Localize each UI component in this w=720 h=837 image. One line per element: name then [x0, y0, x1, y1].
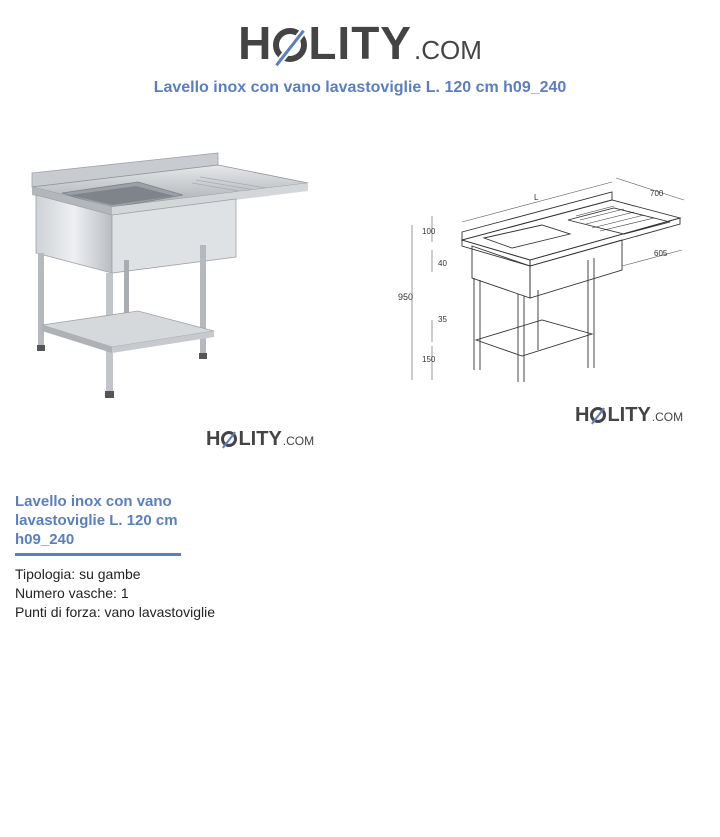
product-specs	[15, 565, 215, 622]
product-title: Lavello inox con vano lavastoviglie L. 120 cm h09_240	[15, 493, 178, 548]
title-divider	[15, 553, 181, 556]
drawing-watermark-logo	[575, 404, 683, 427]
dim-length: L	[534, 193, 539, 202]
photo-watermark-logo	[206, 428, 314, 451]
spec-strengths: Punti di forza: vano lavastoviglie	[15, 604, 215, 620]
mini-logo-o-icon	[590, 407, 606, 423]
logo-com: .COM	[414, 35, 482, 65]
header-logo[interactable]	[0, 16, 720, 70]
mini-logo-h: H	[575, 404, 590, 426]
dim-shelf-thickness: 35	[438, 315, 447, 324]
spec-type: Tipologia: su gambe	[15, 566, 141, 582]
mini-logo-letters: LITY	[607, 404, 651, 426]
spec-basins: Numero vasche: 1	[15, 585, 129, 601]
logo-letters: LITY	[308, 17, 412, 69]
page-subtitle: Lavello inox con vano lavastoviglie L. 120 cm h09_240	[153, 79, 567, 96]
mini-logo-h: H	[206, 428, 221, 450]
dim-height-total: 950	[398, 292, 414, 302]
mini-logo-com: .COM	[282, 434, 315, 448]
mini-logo-letters: LITY	[238, 428, 282, 450]
logo-o-icon	[273, 28, 307, 62]
dim-depth: 700	[650, 189, 664, 198]
dim-top-thickness: 40	[438, 259, 447, 268]
dim-backsplash: 100	[422, 227, 436, 236]
mini-logo-o-icon	[221, 431, 237, 447]
technical-drawing	[392, 170, 692, 395]
dim-width-inner: 605	[654, 249, 668, 258]
mini-logo-com: .COM	[651, 410, 684, 424]
product-photo	[18, 135, 318, 415]
logo-letter-h: H	[238, 17, 273, 69]
dim-shelf-height: 150	[422, 355, 436, 364]
